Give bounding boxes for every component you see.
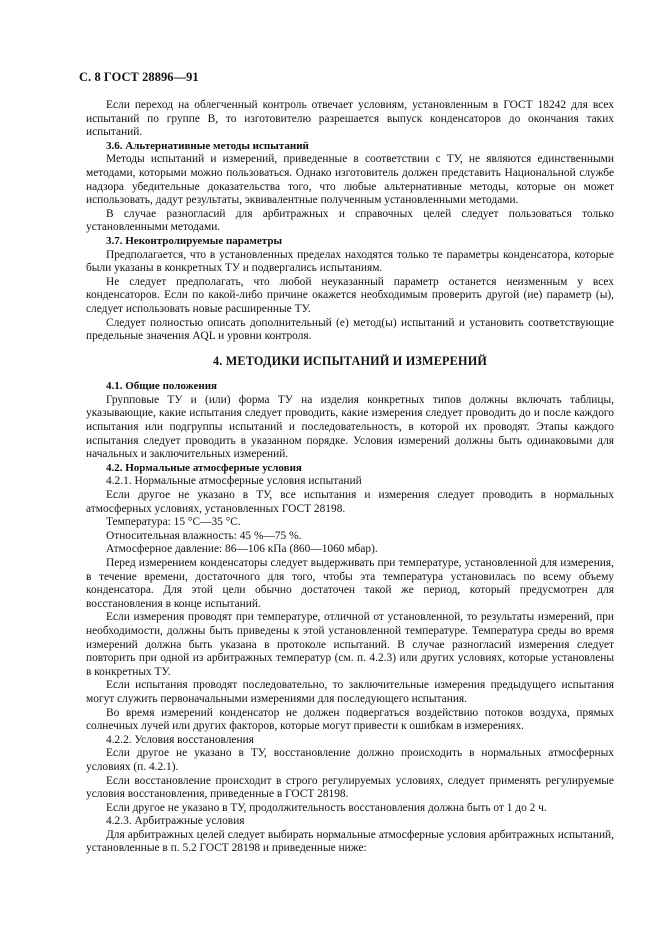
heading-4-1: 4.1. Общие положения bbox=[106, 380, 217, 393]
paragraph: Если испытания проводят последовательно, то заключительные измерения предыдущего испытания могут служить первоначальными измерениями для последующего испытания. bbox=[86, 679, 614, 705]
heading-4-2-1: 4.2.1. Нормальные атмосферные условия испытаний bbox=[106, 475, 362, 488]
heading-4-2-3: 4.2.3. Арбитражные условия bbox=[106, 815, 245, 828]
paragraph: Методы испытаний и измерений, приведенные в соответствии с ТУ, не являются единственными методами, которыми можно пользоваться. Однако изготовитель должен представить Национальной службе надзора убедительные доказательства того, что любые альтернативные методы, которые он может использовать, дадут результаты, эквивалентные полученным установленными методами. bbox=[86, 153, 614, 207]
paragraph: Для арбитражных целей следует выбирать нормальные атмосферные условия арбитражных испытаний, установленные в п. 5.2 ГОСТ 28198 и приведенные ниже: bbox=[86, 828, 614, 855]
paragraph: Если восстановление происходит в строго регулируемых условиях, следует применять регулируемые условия восстановления, приведенные в ГОСТ 28198. bbox=[86, 774, 614, 801]
paragraph: Во время измерений конденсатор не должен подвергаться воздействию потоков воздуха, прямых солнечных лучей или других факторов, которые могут привести к ошибкам в измерениях. bbox=[86, 706, 614, 733]
paragraph: Если переход на облегченный контроль отвечает условиям, установленным в ГОСТ 18242 для всех испытаний по группе В, то изготовителю разрешается выпуск конденсаторов до окончания таких испытаний. bbox=[86, 99, 614, 139]
paragraph: Предполагается, что в установленных пределах находятся только те параметры конденсатора, которые были указаны в конкретных ТУ и подвергались испытаниям. bbox=[86, 248, 614, 275]
section-title-4: 4. МЕТОДИКИ ИСПЫТАНИЙ И ИЗМЕРЕНИЙ bbox=[212, 353, 488, 368]
paragraph: В случае разногласий для арбитражных и справочных целей следует пользоваться только установленными методами. bbox=[86, 207, 614, 234]
paragraph: Следует полностью описать дополнительный (е) метод(ы) испытаний и установить соответствующие предельные значения AQL и уровни контроля. bbox=[86, 316, 614, 343]
paragraph: Если другое не указано в ТУ, продолжительность восстановления должна быть от 1 до 2 ч. bbox=[106, 801, 547, 814]
document-body bbox=[86, 99, 614, 856]
paragraph: Если измерения проводят при температуре, отличной от установленной, то результаты измерений, при необходимости, должны быть приведены к этой установленной температуре. Температура среды во время измерений должна быть указана в протоколе испытаний. В случае разногласий измерения следует повторить при одной из арбитражных температур (см. п. 4.2.3) или других условиях, которые установлены в конкретных ТУ. bbox=[86, 611, 614, 678]
paragraph: Групповые ТУ и (или) форма ТУ на изделия конкретных типов должны включать таблицы, указывающие, какие испытания следует проводить, какие измерения следует проводить до и после каждого испытания или подгруппы испытаний и последовательность, в которой их проводят. Этапы каждого испытания следует проводить в указанном порядке. Условия измерений должны быть одинаковыми для начальных и заключительных измерений. bbox=[86, 393, 614, 461]
heading-3-6: 3.6. Альтернативные методы испытаний bbox=[106, 139, 309, 152]
page-header: С. 8 ГОСТ 28896—91 bbox=[79, 70, 199, 84]
heading-4-2-2: 4.2.2. Условия восстановления bbox=[106, 733, 254, 746]
paragraph: Температура: 15 °С—35 °С. bbox=[106, 516, 241, 529]
paragraph: Не следует предполагать, что любой неуказанный параметр останется неизменным у всех конденсаторов. Если по какой-либо причине окажется необходимым проверить другой (ие) параметр (ы), следует использовать новые расширенные ТУ. bbox=[86, 275, 614, 315]
heading-4-2: 4.2. Нормальные атмосферные условия bbox=[106, 461, 302, 474]
heading-3-7: 3.7. Неконтролируемые параметры bbox=[106, 234, 283, 247]
paragraph: Относительная влажность: 45 %—75 %. bbox=[106, 529, 302, 542]
paragraph: Перед измерением конденсаторы следует выдерживать при температуре, установленной для измерения, в течение времени, достаточного для того, чтобы эта температура установилась по всему объему конденсатора. Для этой цели обычно достаточен такой же период, который предусмотрен для восстановления в конце испытаний. bbox=[86, 557, 614, 610]
paragraph: Если другое не указано в ТУ, восстановление должно происходить в нормальных атмосферных условиях (п. 4.2.1). bbox=[86, 747, 614, 773]
paragraph: Если другое не указано в ТУ, все испытания и измерения следует проводить в нормальных атмосферных условиях, установленных ГОСТ 28198. bbox=[86, 489, 614, 515]
paragraph: Атмосферное давление: 86—106 кПа (860—1060 мбар). bbox=[106, 543, 378, 556]
